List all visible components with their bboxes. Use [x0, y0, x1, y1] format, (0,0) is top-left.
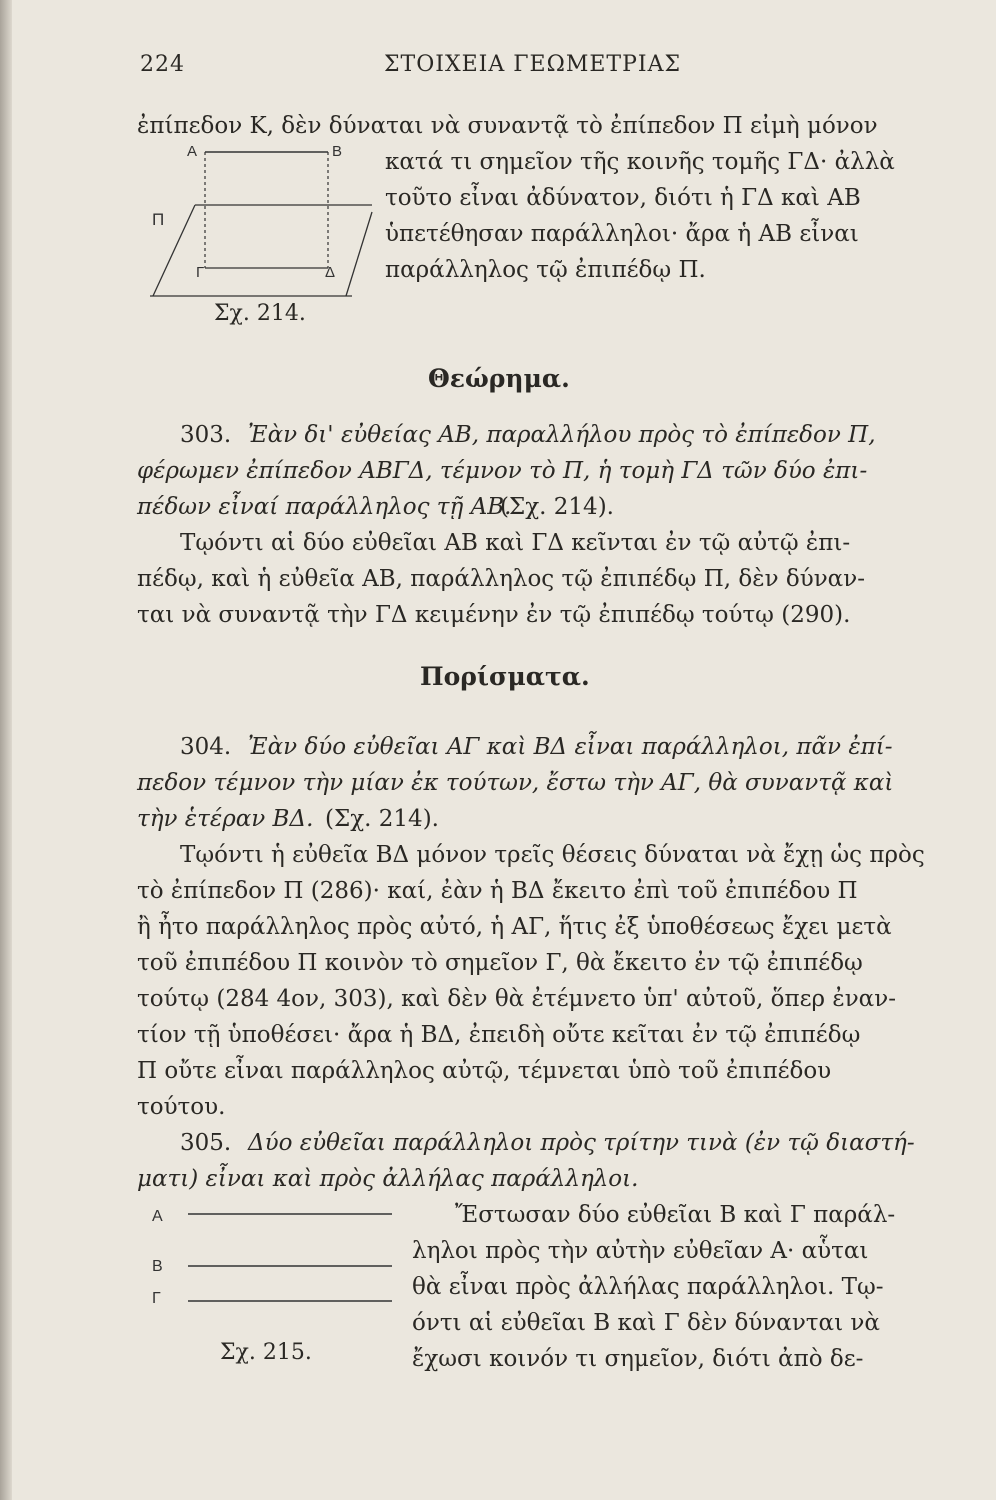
- text-line: Δύο εὐθεῖαι παράλληλοι πρὸς τρίτην τινὰ (ἐν τῷ διαστή-: [248, 1130, 915, 1156]
- plane-right-edge: [346, 212, 372, 296]
- figure-215-diagram: [180, 1200, 410, 1310]
- text-line: τὴν ἑτέραν ΒΔ.: [137, 806, 314, 832]
- fig215-label-G: Γ: [152, 1290, 161, 1307]
- text-line: ματι) εἶναι καὶ πρὸς ἀλλήλας παράλληλοι.: [137, 1166, 639, 1192]
- text-line: τοῦτο εἶναι ἀδύνατον, διότι ἡ ΓΔ καὶ ΑΒ: [385, 185, 861, 211]
- text-line: κατά τι σημεῖον τῆς κοινῆς τομῆς ΓΔ· ἀλλὰ: [385, 149, 895, 175]
- text-line: τούτῳ (284 4ον, 303), καὶ δὲν θὰ ἐτέμνετο ὑπ' αὐτοῦ, ὅπερ ἐναν-: [137, 986, 896, 1012]
- text-line: τοῦ ἐπιπέδου Π κοινὸν τὸ σημεῖον Γ, θὰ ἔκειτο ἐν τῷ ἐπιπέδῳ: [137, 950, 863, 976]
- paragraph-number-305: 305.: [180, 1130, 232, 1156]
- text-line: Τῳόντι ἡ εὐθεῖα ΒΔ μόνον τρεῖς θέσεις δύναται νὰ ἔχῃ ὡς πρὸς: [180, 842, 925, 868]
- fig214-label-B: B: [332, 143, 343, 160]
- text-line: πέδῳ, καὶ ἡ εὐθεῖα ΑΒ, παράλληλος τῷ ἐπιπέδῳ Π, δὲν δύναν-: [137, 566, 865, 592]
- text-line: παράλληλος τῷ ἐπιπέδῳ Π.: [385, 257, 706, 283]
- text-line: Ἔστωσαν δύο εὐθεῖαι Β καὶ Γ παράλ-: [455, 1202, 896, 1228]
- fig215-label-B: B: [152, 1258, 163, 1275]
- running-title: ΣΤΟΙΧΕΙΑ ΓΕΩΜΕΤΡΙΑΣ: [384, 52, 682, 77]
- paragraph-number-303: 303.: [180, 422, 232, 448]
- text-line: τίον τῇ ὑποθέσει· ἄρα ἡ ΒΔ, ἐπειδὴ οὔτε κεῖται ἐν τῷ ἐπιπέδῳ: [137, 1022, 861, 1048]
- figure-214-caption: Σχ. 214.: [214, 301, 306, 326]
- fig215-label-A: A: [152, 1208, 163, 1225]
- fig214-label-A: A: [187, 143, 198, 160]
- figure-reference: (Σχ. 214).: [325, 806, 439, 832]
- text-line: τούτου.: [137, 1094, 226, 1120]
- text-line: Π οὔτε εἶναι παράλληλος αὐτῷ, τέμνεται ὑπὸ τοῦ ἐπιπέδου: [137, 1058, 832, 1084]
- figure-reference: (Σχ. 214).: [500, 494, 614, 520]
- theorem-heading: Θεώρημα.: [428, 364, 570, 393]
- text-line: ἔχωσι κοινόν τι σημεῖον, διότι ἀπὸ δε-: [412, 1346, 864, 1372]
- text-line: πεδον τέμνον τὴν μίαν ἐκ τούτων, ἔστω τὴν ΑΓ, θὰ συναντᾷ καὶ: [137, 770, 894, 796]
- text-line: ληλοι πρὸς τὴν αὐτὴν εὐθεῖαν Α· αὗται: [412, 1238, 869, 1264]
- text-line: φέρωμεν ἐπίπεδον ΑΒΓΔ, τέμνον τὸ Π, ἡ τομὴ ΓΔ τῶν δύο ἐπι-: [137, 458, 868, 484]
- figure-215-caption: Σχ. 215.: [220, 1340, 312, 1365]
- paragraph-number-304: 304.: [180, 734, 232, 760]
- text-line: ἢ ἦτο παράλληλος πρὸς αὐτό, ἡ ΑΓ, ἥτις ἐξ ὑποθέσεως ἔχει μετὰ: [137, 914, 892, 940]
- text-line: ἐπίπεδον Κ, δὲν δύναται νὰ συναντᾷ τὸ ἐπίπεδον Π εἰμὴ μόνον: [137, 113, 878, 139]
- text-line: πέδων εἶναί παράλληλος τῇ ΑΒ.: [137, 494, 512, 520]
- text-line: Ἐὰν δύο εὐθεῖαι ΑΓ καὶ ΒΔ εἶναι παράλληλοι, πᾶν ἐπί-: [248, 734, 893, 760]
- text-line: Τῳόντι αἱ δύο εὐθεῖαι ΑΒ καὶ ΓΔ κεῖνται ἐν τῷ αὐτῷ ἐπι-: [180, 530, 851, 556]
- corollaries-heading: Πορίσματα.: [420, 662, 590, 691]
- fig214-label-D: Δ: [325, 264, 336, 281]
- page-number: 224: [140, 52, 185, 77]
- text-line: ὑπετέθησαν παράλληλοι· ἄρα ἡ ΑΒ εἶναι: [385, 221, 859, 247]
- text-line: τὸ ἐπίπεδον Π (286)· καί, ἐὰν ἡ ΒΔ ἔκειτο ἐπὶ τοῦ ἐπιπέδου Π: [137, 878, 858, 904]
- page-gutter-shadow: [0, 0, 12, 1500]
- text-line: ται νὰ συναντᾷ τὴν ΓΔ κειμένην ἐν τῷ ἐπιπέδῳ τούτῳ (290).: [137, 602, 851, 628]
- text-line: θὰ εἶναι πρὸς ἀλλήλας παράλληλοι. Τῳ-: [412, 1274, 884, 1300]
- fig214-label-P: Π: [152, 210, 165, 229]
- text-line: όντι αἱ εὐθεῖαι Β καὶ Γ δὲν δύνανται νὰ: [412, 1310, 880, 1336]
- figure-214-diagram: [140, 140, 380, 305]
- fig214-label-G: Γ: [196, 264, 205, 281]
- text-line: Ἐὰν δι' εὐθείας ΑΒ, παραλλήλου πρὸς τὸ ἐπίπεδον Π,: [248, 422, 876, 448]
